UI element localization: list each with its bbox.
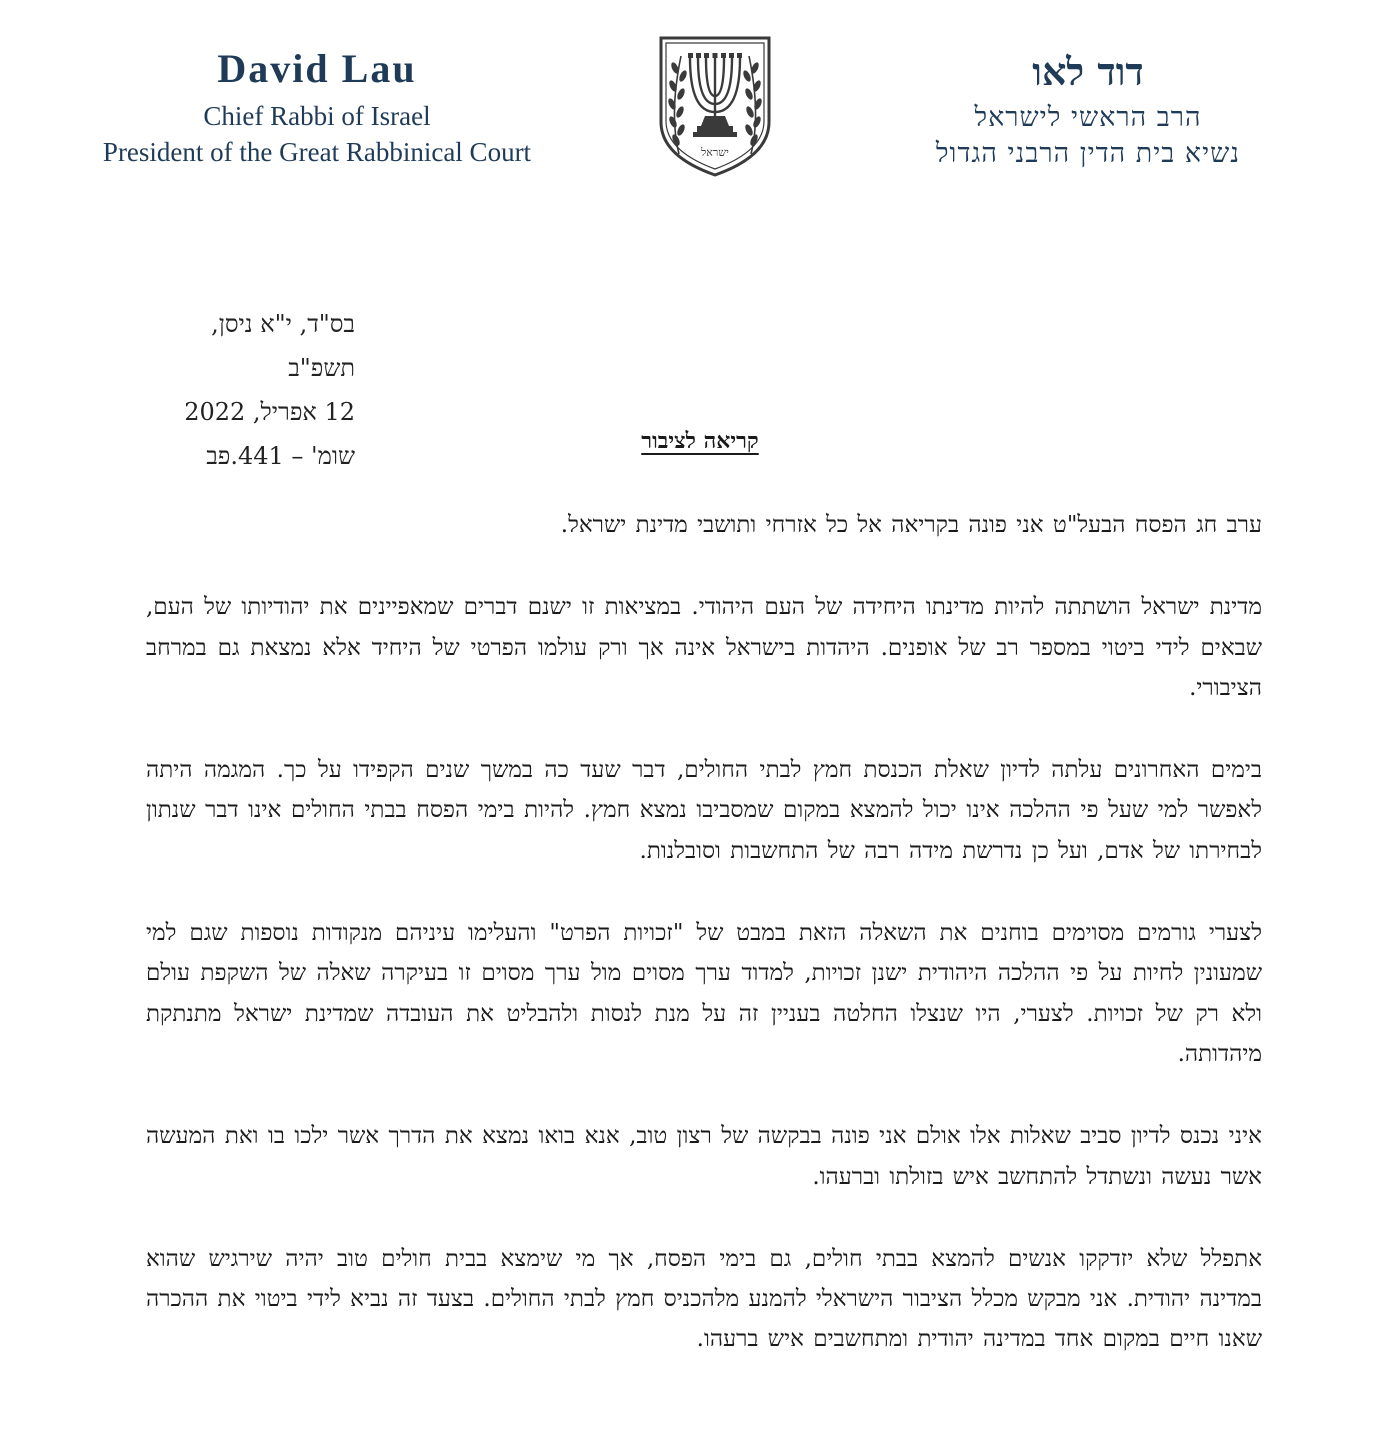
state-emblem-icon: [655, 34, 775, 179]
body-paragraph: אתפלל שלא יזדקקו אנשים להמצא בבתי חולים, גם בימי הפסח, אך מי שימצא בבית חולים טוב יהיה שירגיש שהוא במדינה יהודית. אני מבקש מכלל הציבור הישראלי להמנע מלהכניס חמץ לבתי החולים. בצעד זה נביא לידי ביטוי את ההכרה שאנו חיים במקום אחד במדינה יהודית ומתחשבים איש ברעהו.: [146, 1245, 1262, 1353]
sender-position-hebrew: נשיא בית הדין הרבני הגדול: [935, 138, 1241, 169]
gregorian-date: 12 אפריל, 2022: [184, 398, 355, 426]
letter-title-text: קריאה לציבור: [641, 428, 759, 454]
letterhead-hebrew: [868, 44, 1308, 172]
body-paragraph: איני נכנס לדיון סביב שאלות אלו אולם אני פונה בבקשה של רצון טוב, אנא בואו נמצא את הדרך אשר ילכו בו ואת המעשה אשר נעשה ונשתדל להתחשב איש בזולתו וברעהו.: [146, 1123, 1262, 1190]
body-paragraph: מדינת ישראל הושתתה להיות מדינתו היחידה של העם היהודי. במציאות זו ישנם דברים שמאפיינים את יהודיותו של העם, שבאים לידי ביטוי במספר רב של אופנים. היהדות בישראל אינה אך ורק עולמו הפרטי של היחיד אלא נמצאת גם במרחב הציבורי.: [146, 594, 1262, 701]
sender-name-hebrew: דוד לאו: [1032, 49, 1144, 94]
sender-name-english: David Lau: [217, 46, 417, 91]
letter-body: [146, 505, 1262, 1402]
sender-title-hebrew: הרב הראשי לישראל: [974, 102, 1202, 133]
letterhead-english: [100, 40, 534, 170]
sender-title-english: Chief Rabbi of Israel: [203, 101, 431, 131]
emblem-inscription: ישראל: [701, 146, 729, 159]
sender-position-english: President of the Great Rabbinical Court: [102, 137, 532, 167]
body-paragraph: לצערי גורמים מסוימים בוחנים את השאלה הזאת במבט של "זכויות הפרט" והעלימו עיניהם מנקודות נוספות שגם למי שמעונין לחיות על פי ההלכה היהודית ישנן זכויות, למדוד ערך מסוים מול ערך מסוים זו בעיקרה שאלה של השקפת עולם ולא רק של זכויות. לצערי, היו שנצלו החלטה בעניין זה על מנת לנסות ולהבליט את העובדה שמדינת ישראל מתנתקת מיהדותה.: [146, 920, 1262, 1067]
body-paragraph: בימים האחרונים עלתה לדיון שאלת הכנסת חמץ לבתי החולים, דבר שעד כה במשך שנים הקפידו על כך. המגמה היתה לאפשר למי שעל פי ההלכה אינו יכול להמצא במקום שמסביבו נמצא חמץ. להיות בימי הפסח בבתי החולים אינו דבר שנתון לבחירתו של אדם, ועל כן נדרשת מידה רבה של התחשבות וסובלנות.: [146, 757, 1262, 864]
letter-title: [0, 428, 1400, 454]
body-paragraph: ערב חג הפסח הבעל"ט אני פונה בקריאה אל כל אזרחי ותושבי מדינת ישראל.: [560, 512, 1262, 538]
hebrew-date: בס"ד, י"א ניסן, תשפ"ב: [211, 310, 355, 382]
reference-number: שומ' – 441.פב: [206, 442, 355, 470]
